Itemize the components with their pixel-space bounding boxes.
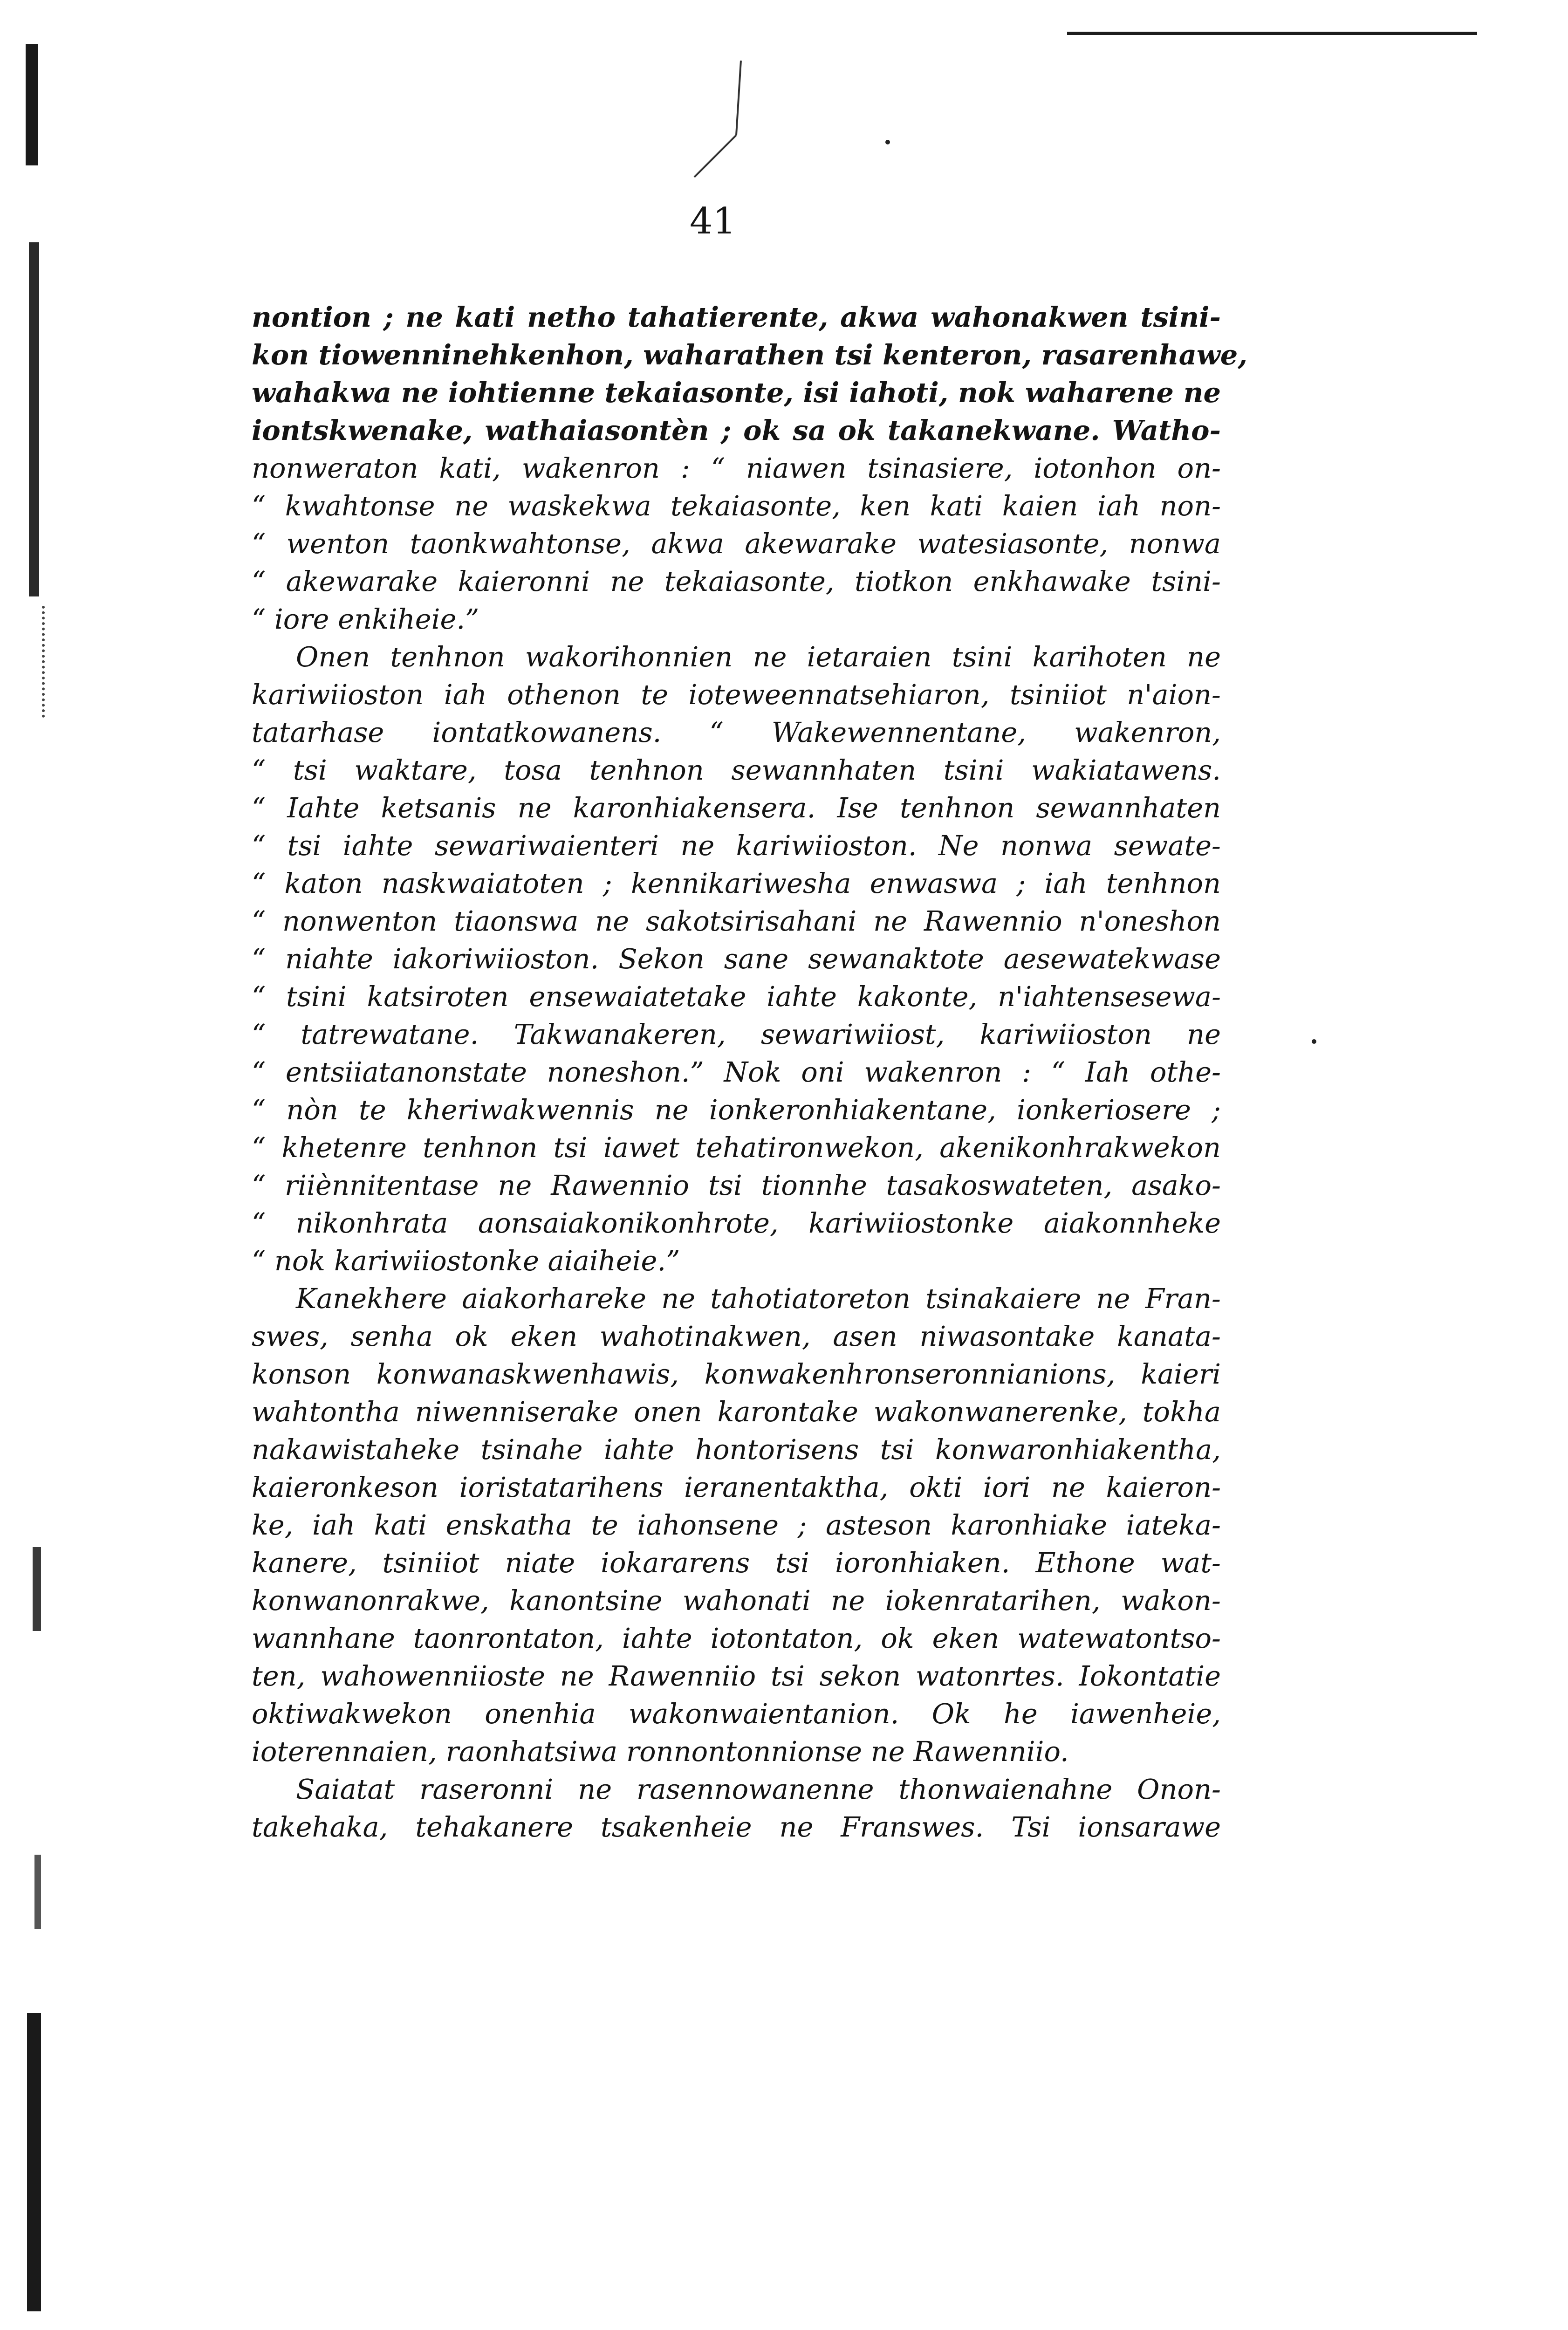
text-line: “ nikonhrata aonsaiakonikonhrote, kariwiiostonke aiakonnheke [252, 1207, 1221, 1239]
text-line: “ khetenre tenhnon tsi iawet tehatironwekon, akenikonhrakwekon [252, 1131, 1221, 1164]
text-line: wahakwa ne iohtienne tekaiasonte, isi iahoti, nok waharene ne [252, 377, 1221, 409]
text-line: “ tsi waktare, tosa tenhnon sewannhaten tsini wakiatawens. [252, 754, 1221, 786]
scan-edge-upper [29, 242, 39, 596]
text-line: konson konwanaskwenhawis, konwakenhronseronnianions, kaieri [252, 1358, 1221, 1390]
text-line: “ tatrewatane. Takwanakeren, sewariwiiost, kariwiioston ne [252, 1018, 1221, 1050]
text-line: ke, iah kati enskatha te iahonsene ; asteson karonhiake iateka- [252, 1509, 1221, 1541]
body-text [252, 298, 1247, 1846]
stray-dot-right [1312, 1039, 1316, 1044]
text-line: “ wenton taonkwahtonse, akwa akewarake watesiasonte, nonwa [252, 528, 1221, 560]
text-line: “ riiènnitentase ne Rawennio tsi tionnhe tasakoswateten, asako- [252, 1169, 1221, 1201]
text-line: Kanekhere aiakorhareke ne tahotiatoreton tsinakaiere ne Fran- [296, 1282, 1221, 1315]
text-line: tatarhase iontatkowanens. “ Wakewennentane, wakenron, [252, 716, 1221, 748]
text-line: wahtontha niwenniserake onen karontake wakonwanerenke, tokha [252, 1396, 1221, 1428]
text-line: takehaka, tehakanere tsakenheie ne Franswes. Tsi ionsarawe [252, 1811, 1221, 1843]
scan-edge-bottom [27, 2013, 41, 2311]
text-line: “ tsini katsiroten ensewaiatetake iahte kakonte, n'iahtensesewa- [252, 980, 1221, 1013]
text-line: “ iore enkiheie.” [252, 603, 479, 635]
text-line: Onen tenhnon wakorihonnien ne ietaraien tsini karihoten ne [296, 641, 1221, 673]
scan-edge-lower [34, 1855, 41, 1929]
text-line: “ entsiiatanonstate noneshon.” Nok oni wakenron : “ Iah othe- [252, 1056, 1221, 1088]
scan-edge-mid [33, 1547, 41, 1631]
text-line: wannhane taonrontaton, iahte iotontaton, ok eken watewatontso- [252, 1622, 1221, 1654]
text-line: kanere, tsiniiot niate iokararens tsi ioronhiaken. Ethone wat- [252, 1547, 1221, 1579]
scan-edge-top [26, 44, 38, 165]
text-line: kon tiowenninehkenhon, waharathen tsi kenteron, rasarenhawe, [252, 339, 1247, 371]
text-line: kariwiioston iah othenon te ioteweennatsehiaron, tsiniiot n'aion- [252, 678, 1221, 711]
text-line: nakawistaheke tsinahe iahte hontorisens tsi konwaronhiakentha, [252, 1433, 1221, 1466]
text-line: “ niahte iakoriwiioston. Sekon sane sewanaktote aesewatekwase [252, 943, 1221, 975]
text-line: “ nonwenton tiaonswa ne sakotsirisahani ne Rawennio n'oneshon [252, 905, 1221, 937]
page-number: 41 [690, 200, 736, 242]
text-line: “ katon naskwaiatoten ; kennikariwesha enwaswa ; iah tenhnon [252, 867, 1221, 899]
scan-dots-upper [42, 606, 49, 718]
pencil-mark [685, 56, 769, 182]
stray-dot-top [885, 140, 890, 144]
text-line: swes, senha ok eken wahotinakwen, asen niwasontake kanata- [252, 1320, 1221, 1352]
text-line: iontskwenake, wathaiasontèn ; ok sa ok takanekwane. Watho- [252, 414, 1221, 446]
text-line: “ Iahte ketsanis ne karonhiakensera. Ise tenhnon sewannhaten [252, 792, 1221, 824]
text-line: “ kwahtonse ne waskekwa tekaiasonte, ken kati kaien iah non- [252, 490, 1221, 522]
text-line: ioterennaien, raonhatsiwa ronnontonnionse ne Rawenniio. [252, 1735, 1069, 1768]
text-line: “ nok kariwiiostonke aiaiheie.” [252, 1245, 680, 1277]
text-line: kaieronkeson ioristatarihens ieranentaktha, okti iori ne kaieron- [252, 1471, 1221, 1503]
text-line: “ tsi iahte sewariwaienteri ne kariwiioston. Ne nonwa sewate- [252, 829, 1221, 862]
text-line: oktiwakwekon onenhia wakonwaientanion. Ok he iawenheie, [252, 1698, 1221, 1730]
text-line: nontion ; ne kati netho tahatierente, akwa wahonakwen tsini- [252, 301, 1221, 333]
text-line: “ nòn te kheriwakwennis ne ionkeronhiakentane, ionkeriosere ; [252, 1094, 1221, 1126]
text-line: ten, wahowenniioste ne Rawenniio tsi sekon watonrtes. Iokontatie [252, 1660, 1221, 1692]
top-rule [1067, 32, 1477, 35]
text-line: “ akewarake kaieronni ne tekaiasonte, tiotkon enkhawake tsini- [252, 565, 1221, 597]
text-line: nonweraton kati, wakenron : “ niawen tsinasiere, iotonhon on- [252, 452, 1221, 484]
text-line: Saiatat raseronni ne rasennowanenne thonwaienahne Onon- [296, 1773, 1221, 1805]
text-line: konwanonrakwe, kanontsine wahonati ne iokenratarihen, wakon- [252, 1584, 1221, 1617]
